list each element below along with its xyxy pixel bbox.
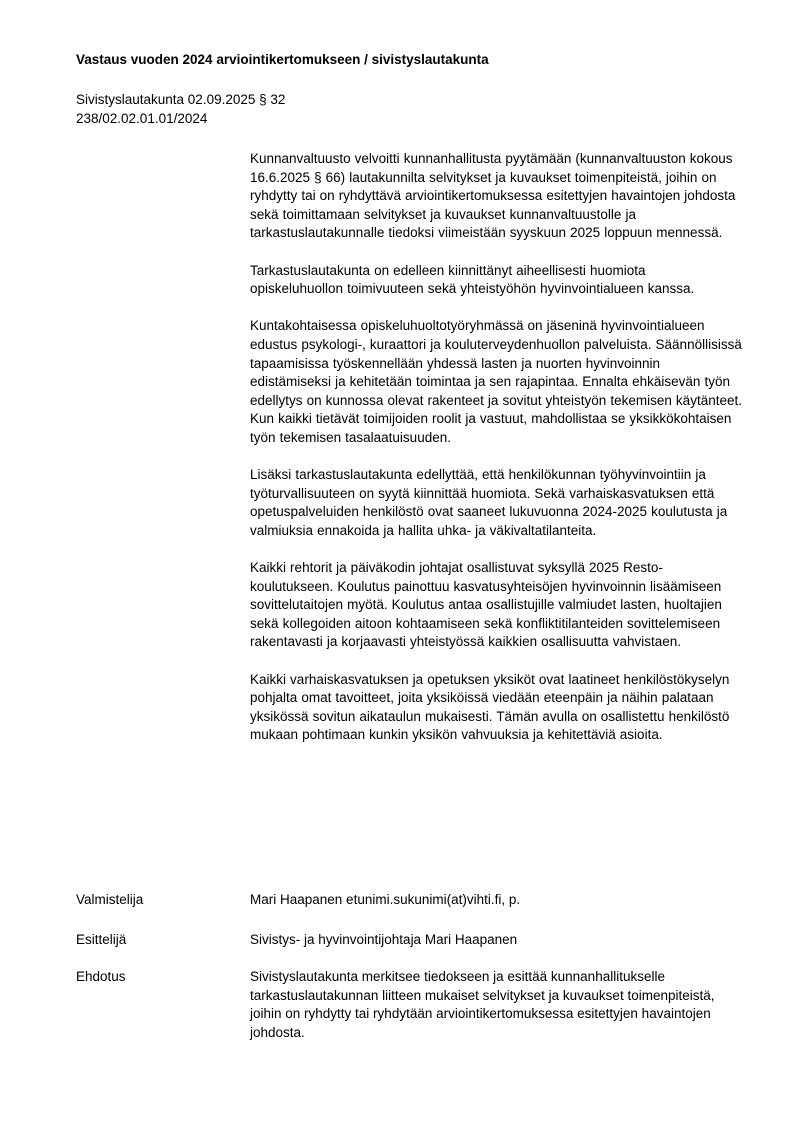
meeting-reference: Sivistyslautakunta 02.09.2025 § 32 bbox=[76, 92, 286, 107]
reference-block bbox=[76, 91, 285, 128]
body-text bbox=[250, 150, 742, 764]
paragraph: Lisäksi tarkastuslautakunta edellyttää, että henkilökunnan työhyvinvointiin ja työturvallisuuteen on syytä kiinnittää huomiota. Sekä varhaiskasvatuksen että opetuspalveluiden henkilöstö ovat saaneet lukuvuonna 2024-2025 koulutusta ja valmiuksia ennakoida ja hallita uhka- ja väkivaltatilanteita. bbox=[250, 467, 728, 538]
paragraph: Tarkastuslautakunta on edelleen kiinnittänyt aiheellisesti huomiota opiskeluhuollon toimivuuteen sekä yhteistyöhön hyvinvointialueen kanssa. bbox=[250, 262, 695, 297]
paragraph: Kaikki varhaiskasvatuksen ja opetuksen yksiköt ovat laatineet henkilöstökyselyn pohjalta omat tavoitteet, joita yksiköissä viedään eteenpäin ja näihin palataan yksikössä sovitun aikataulun mukaisesti. Tämän avulla on osallistettu henkilöstö mukaan pohtimaan kunkin yksikön vahvuuksia ja kehitettäviä asioita. bbox=[250, 671, 730, 743]
esittelija-label: Esittelijä bbox=[76, 932, 127, 947]
ehdotus-label: Ehdotus bbox=[76, 969, 126, 984]
paragraph: Kaikki rehtorit ja päiväkodin johtajat osallistuvat syksyllä 2025 Resto-koulutukseen. Koulutus painottuu kasvatusyhteisöjen hyvinvoinnin lisäämiseen sovittelutaitojen myötä. Koulutus antaa osallistujille valmiudet lasten, huoltajien sekä kollegoiden aitoon kohtaamiseen sekä konfliktitilanteiden sovittelemiseen rakentavasti ja korjaavasti yhteistyössä kaikkien osallisuutta vahvistaen. bbox=[250, 560, 722, 650]
document-title: Vastaus vuoden 2024 arviointikertomukseen / sivistyslautakunta bbox=[76, 52, 489, 67]
ehdotus-value: Sivistyslautakunta merkitsee tiedokseen ja esittää kunnanhallitukselle tarkastuslautakunnan liitteen mukaiset selvitykset ja kuvaukset toimenpiteistä, joihin on ryhdytty tai ryhdytään arviointikertomuksessa esitettyjen havaintojen johdosta. bbox=[250, 969, 715, 1040]
valmistelija-label: Valmistelija bbox=[76, 892, 144, 907]
esittelija-value: Sivistys- ja hyvinvointijohtaja Mari Haapanen bbox=[250, 932, 518, 947]
case-number: 238/02.02.01.01/2024 bbox=[76, 110, 208, 126]
paragraph: Kuntakohtaisessa opiskeluhuoltotyöryhmässä on jäseninä hyvinvointialueen edustus psykologi-, kuraattori ja kouluterveydenhuollon palveluista. Säännöllisissä tapaamisissa työskennellään yhdessä lasten ja nuorten hyvinvoinnin edistämiseksi ja kehitetään toimintaa ja sen rajapintaa. Ennalta ehkäisevän työn edellytys on kunnossa olevat rakenteet ja sovitut yhteistyön tekemisen käytänteet. Kun kaikki tietävät toimijoiden roolit ja vastuut, mahdollistaa se yksikkökohtaisen työn tekemisen tasalaatuisuuden. bbox=[250, 318, 742, 445]
valmistelija-value: Mari Haapanen etunimi.sukunimi(at)vihti.fi, p. bbox=[250, 892, 521, 907]
paragraph: Kunnanvaltuusto velvoitti kunnanhallitusta pyytämään (kunnanvaltuuston kokous 16.6.2025 § 66) lautakunnilta selvitykset ja kuvaukset toimenpiteistä, joihin on ryhdytty tai on ryhdyttävä arviointikertomuksessa esitettyjen havaintojen johdosta sekä toimittamaan selvitykset ja kuvaukset kunnanvaltuustolle ja tarkastuslautakunnalle tiedoksi viimeistään syyskuun 2025 loppuun mennessä. bbox=[250, 151, 736, 241]
